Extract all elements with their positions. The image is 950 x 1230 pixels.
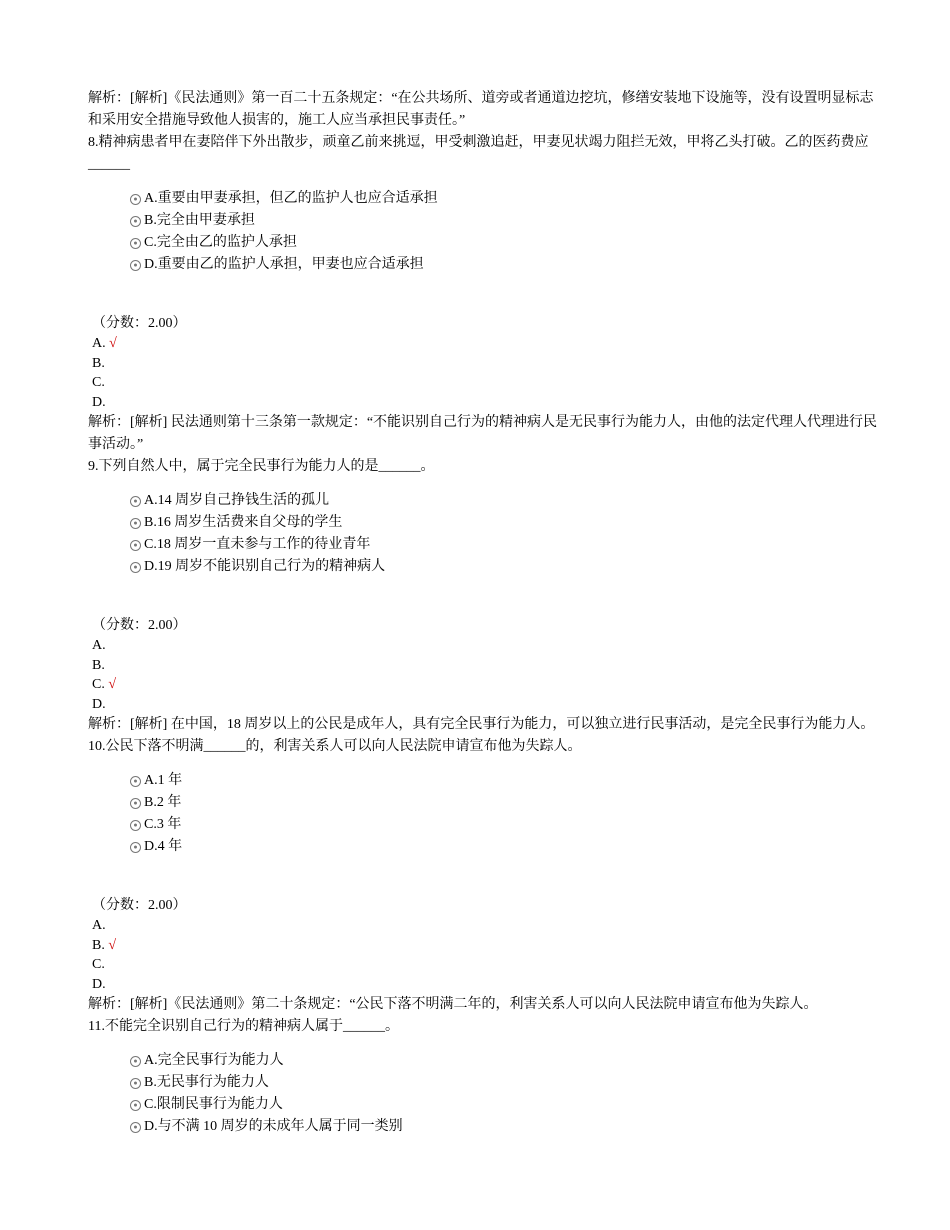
question-stem: 10.公民下落不明满______的，利害关系人可以向人民法院申请宣布他为失踪人。 (88, 739, 582, 754)
option-label: B.16 周岁生活费来自父母的学生 (144, 515, 343, 530)
option-item[interactable] (130, 792, 878, 814)
answer-row (88, 636, 878, 656)
question-stem: 11.不能完全识别自己行为的精神病人属于______。 (88, 1019, 399, 1034)
option-item[interactable] (130, 1116, 878, 1138)
score-label: （分数：2.00） (92, 618, 187, 633)
radio-icon[interactable]: ● (130, 1056, 141, 1067)
option-label: C.限制民事行为能力人 (144, 1097, 283, 1112)
radio-icon[interactable]: ● (130, 540, 141, 551)
option-item[interactable] (130, 1072, 878, 1094)
radio-icon[interactable]: ● (130, 216, 141, 227)
radio-icon[interactable]: ● (130, 260, 141, 271)
option-label: C.完全由乙的监护人承担 (144, 235, 297, 250)
analysis-text: 解析：[解析]《民法通则》第一百二十五条规定：“在公共场所、道旁或者通道边挖坑，修缮安装地下设施等，没有设置明显标志和采用安全措施导致他人损害的，施工人应当承担民事责任。” (88, 91, 874, 128)
options-list (130, 1050, 878, 1138)
answer-letter: B. (92, 657, 105, 673)
answer-row (88, 334, 878, 354)
answer-letter: A. (92, 336, 106, 351)
answer-row (88, 393, 878, 413)
answer-row (88, 675, 878, 695)
check-mark: √ (108, 677, 117, 692)
answer-letter: D. (92, 976, 106, 992)
answer-row (88, 975, 878, 995)
radio-icon[interactable]: ● (130, 798, 141, 809)
option-label: D.4 年 (144, 839, 183, 854)
analysis-text: 解析：[解析] 民法通则第十三条第一款规定：“不能识别自己行为的精神病人是无民事行为能力人，由他的法定代理人代理进行民事活动。” (88, 415, 878, 452)
question-stem: 8.精神病患者甲在妻陪伴下外出散步，顽童乙前来挑逗，甲受刺激追赶，甲妻见状竭力阻拦无效，甲将乙头打破。乙的医药费应______ (88, 135, 869, 172)
option-item[interactable] (130, 1094, 878, 1116)
option-item[interactable] (130, 254, 878, 276)
answer-letter: D. (92, 696, 106, 712)
question-block (88, 456, 878, 736)
answer-row (88, 936, 878, 956)
option-label: B.无民事行为能力人 (144, 1075, 269, 1090)
option-label: A.完全民事行为能力人 (144, 1053, 284, 1068)
option-label: B.2 年 (144, 795, 182, 810)
option-item[interactable] (130, 534, 878, 556)
options-list (130, 770, 878, 858)
options-list (130, 188, 878, 276)
answer-letter: D. (92, 394, 106, 410)
option-label: C.18 周岁一直未参与工作的待业青年 (144, 537, 371, 552)
exam-page (88, 88, 878, 1138)
options-list (130, 490, 878, 578)
option-label: C.3 年 (144, 817, 182, 832)
option-item[interactable] (130, 1050, 878, 1072)
answer-letter: B. (92, 937, 105, 953)
radio-icon[interactable]: ● (130, 842, 141, 853)
answer-row (88, 916, 878, 936)
option-label: B.完全由甲妻承担 (144, 213, 255, 228)
option-label: A.1 年 (144, 773, 183, 788)
radio-icon[interactable]: ● (130, 518, 141, 529)
answer-row (88, 955, 878, 975)
answer-letter: A. (92, 918, 106, 933)
answer-letter: C. (92, 677, 105, 692)
radio-icon[interactable]: ● (130, 238, 141, 249)
radio-icon[interactable]: ● (130, 1122, 141, 1133)
score-label: （分数：2.00） (92, 898, 187, 913)
option-label: D.重要由乙的监护人承担，甲妻也应合适承担 (144, 257, 424, 272)
question-block (88, 1016, 878, 1138)
answer-letter: C. (92, 957, 105, 972)
answer-row (88, 373, 878, 393)
option-item[interactable] (130, 770, 878, 792)
option-item[interactable] (130, 512, 878, 534)
radio-icon[interactable]: ● (130, 562, 141, 573)
option-label: D.19 周岁不能识别自己行为的精神病人 (144, 559, 386, 574)
radio-icon[interactable]: ● (130, 820, 141, 831)
option-item[interactable] (130, 232, 878, 254)
analysis-text: 解析：[解析] 在中国，18 周岁以上的公民是成年人，具有完全民事行为能力，可以独立进行民事活动，是完全民事行为能力人。 (88, 717, 875, 732)
option-item[interactable] (130, 490, 878, 512)
radio-icon[interactable]: ● (130, 1100, 141, 1111)
score-label: （分数：2.00） (92, 316, 187, 331)
option-item[interactable] (130, 814, 878, 836)
option-label: A.重要由甲妻承担，但乙的监护人也应合适承担 (144, 191, 438, 206)
answer-letter: B. (92, 355, 105, 371)
answer-letter: C. (92, 375, 105, 390)
question-block (88, 736, 878, 1016)
answer-row (88, 695, 878, 715)
question-stem: 9.下列自然人中，属于完全民事行为能力人的是______。 (88, 459, 435, 474)
radio-icon[interactable]: ● (130, 194, 141, 205)
option-item[interactable] (130, 188, 878, 210)
option-item[interactable] (130, 556, 878, 578)
option-item[interactable] (130, 836, 878, 858)
question-block (88, 132, 878, 456)
option-label: A.14 周岁自己挣钱生活的孤儿 (144, 493, 330, 508)
answer-row (88, 354, 878, 374)
radio-icon[interactable]: ● (130, 776, 141, 787)
answer-letter: A. (92, 638, 106, 653)
radio-icon[interactable]: ● (130, 1078, 141, 1089)
analysis-text: 解析：[解析]《民法通则》第二十条规定：“公民下落不明满二年的，利害关系人可以向人民法院申请宣布他为失踪人。 (88, 997, 818, 1012)
check-mark: √ (109, 336, 117, 351)
check-mark: √ (108, 937, 117, 953)
option-item[interactable] (130, 210, 878, 232)
answer-row (88, 656, 878, 676)
radio-icon[interactable]: ● (130, 496, 141, 507)
option-label: D.与不满 10 周岁的未成年人属于同一类别 (144, 1119, 403, 1134)
